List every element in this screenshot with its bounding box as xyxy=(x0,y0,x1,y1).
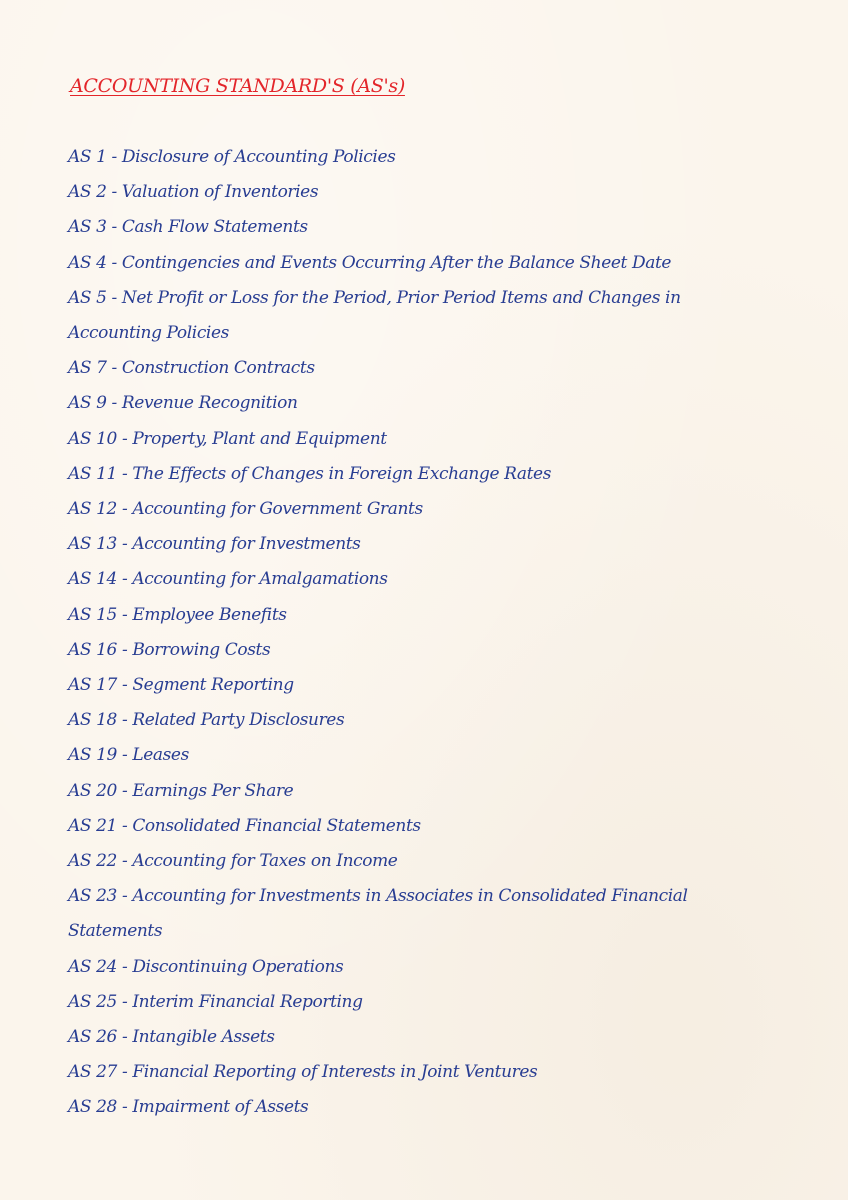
standard-item xyxy=(68,140,768,175)
standard-code: AS 15 xyxy=(68,604,117,625)
standard-item xyxy=(68,985,768,1020)
standard-separator: - xyxy=(116,1097,133,1118)
standard-item xyxy=(68,879,768,949)
standard-separator: - xyxy=(116,710,133,731)
standard-separator: - xyxy=(116,499,133,520)
standard-separator: - xyxy=(106,358,122,379)
standard-item xyxy=(68,1055,768,1090)
standard-code: AS 11 xyxy=(68,463,117,484)
standard-code: AS 25 xyxy=(68,991,117,1012)
standard-name: Valuation of Inventories xyxy=(121,182,319,203)
standard-item xyxy=(68,422,768,457)
standard-code: AS 5 xyxy=(68,287,107,308)
standard-name: Interim Financial Reporting xyxy=(132,991,363,1012)
standard-code: AS 19 xyxy=(68,745,117,766)
standard-code: AS 27 xyxy=(68,1062,117,1083)
standard-name: Cash Flow Statements xyxy=(121,217,308,238)
standard-name: Related Party Disclosures xyxy=(132,710,345,731)
standard-name: Accounting for Taxes on Income xyxy=(132,851,398,872)
standard-separator: - xyxy=(116,428,133,449)
standard-separator: - xyxy=(116,780,133,801)
standard-item xyxy=(68,633,768,668)
standard-item xyxy=(68,703,768,738)
standard-item xyxy=(68,175,768,210)
standard-item xyxy=(68,809,768,844)
standard-separator: - xyxy=(116,1062,133,1083)
standard-name: Intangible Assets xyxy=(132,1027,275,1048)
standards-list xyxy=(68,140,768,1126)
standard-separator: - xyxy=(116,675,133,696)
standard-separator: - xyxy=(116,463,133,484)
standard-name: The Effects of Changes in Foreign Exchange Rates xyxy=(132,463,552,484)
standard-code: AS 4 xyxy=(68,252,107,273)
standard-item xyxy=(68,457,768,492)
standard-name: Construction Contracts xyxy=(121,358,315,379)
standard-separator: - xyxy=(106,182,122,203)
standard-name: Property, Plant and Equipment xyxy=(132,428,387,449)
standard-item xyxy=(68,950,768,985)
standard-item xyxy=(68,562,768,597)
standard-code: AS 3 xyxy=(68,217,107,238)
standard-separator: - xyxy=(116,815,133,836)
standard-item xyxy=(68,386,768,421)
standard-separator: - xyxy=(116,604,133,625)
standard-code: AS 17 xyxy=(68,675,117,696)
standard-name: Revenue Recognition xyxy=(121,393,298,414)
standard-name: Earnings Per Share xyxy=(132,780,294,801)
standard-code: AS 9 xyxy=(68,393,107,414)
standard-name: Discontinuing Operations xyxy=(132,956,344,977)
standard-code: AS 28 xyxy=(68,1097,117,1118)
standard-code: AS 24 xyxy=(68,956,117,977)
standard-separator: - xyxy=(106,287,122,308)
standard-separator: - xyxy=(116,886,133,907)
standard-item xyxy=(68,492,768,527)
standard-code: AS 18 xyxy=(68,710,117,731)
standard-name: Accounting for Government Grants xyxy=(132,499,423,520)
standard-item xyxy=(68,598,768,633)
standard-code: AS 12 xyxy=(68,499,117,520)
standard-code: AS 22 xyxy=(68,851,117,872)
standard-name: Leases xyxy=(132,745,189,766)
standard-separator: - xyxy=(116,956,133,977)
standard-item xyxy=(68,1020,768,1055)
standard-item xyxy=(68,246,768,281)
standard-separator: - xyxy=(106,393,122,414)
standard-code: AS 20 xyxy=(68,780,117,801)
standard-code: AS 1 xyxy=(68,147,107,167)
standard-name: Segment Reporting xyxy=(132,675,294,696)
standard-code: AS 2 xyxy=(68,182,107,203)
standard-item xyxy=(68,351,768,386)
standard-name: Accounting for Investments in Associates in Consolidated Financial Statements xyxy=(68,886,688,942)
standard-separator: - xyxy=(106,217,122,238)
standard-name: Accounting for Amalgamations xyxy=(132,569,388,590)
standard-separator: - xyxy=(116,851,133,872)
standard-code: AS 16 xyxy=(68,639,117,660)
standard-item xyxy=(68,281,768,351)
standard-item xyxy=(68,844,768,879)
standard-item xyxy=(68,527,768,562)
standard-item xyxy=(68,210,768,245)
standard-separator: - xyxy=(106,252,122,273)
standard-name: Net Profit or Loss for the Period, Prior Period Items and Changes in Accounting Policies xyxy=(68,287,681,344)
standard-separator: - xyxy=(116,745,133,766)
standard-separator: - xyxy=(116,569,133,590)
standard-name: Employee Benefits xyxy=(132,604,287,625)
standard-name: Contingencies and Events Occurring After the Balance Sheet Date xyxy=(121,252,672,273)
standard-separator: - xyxy=(116,1027,133,1048)
standard-separator: - xyxy=(106,147,122,167)
standard-code: AS 14 xyxy=(68,569,117,590)
standard-code: AS 7 xyxy=(68,358,107,379)
standard-separator: - xyxy=(116,639,133,660)
standard-name: Impairment of Assets xyxy=(132,1097,309,1118)
standard-code: AS 13 xyxy=(68,534,117,555)
standard-code: AS 23 xyxy=(68,886,117,907)
standard-separator: - xyxy=(116,991,133,1012)
standard-code: AS 21 xyxy=(68,815,117,836)
standard-name: Borrowing Costs xyxy=(132,639,271,660)
standard-item xyxy=(68,774,768,809)
standard-item xyxy=(68,668,768,703)
standard-separator: - xyxy=(116,534,133,555)
standard-name: Consolidated Financial Statements xyxy=(132,815,421,836)
document-title: ACCOUNTING STANDARD'S (AS's) xyxy=(70,75,405,97)
standard-code: AS 26 xyxy=(68,1027,117,1048)
standard-name: Financial Reporting of Interests in Joint Ventures xyxy=(132,1062,538,1083)
standard-name: Disclosure of Accounting Policies xyxy=(121,147,396,167)
standard-item xyxy=(68,1090,768,1125)
standard-item xyxy=(68,738,768,773)
standard-name: Accounting for Investments xyxy=(132,534,361,555)
standard-code: AS 10 xyxy=(68,428,117,449)
